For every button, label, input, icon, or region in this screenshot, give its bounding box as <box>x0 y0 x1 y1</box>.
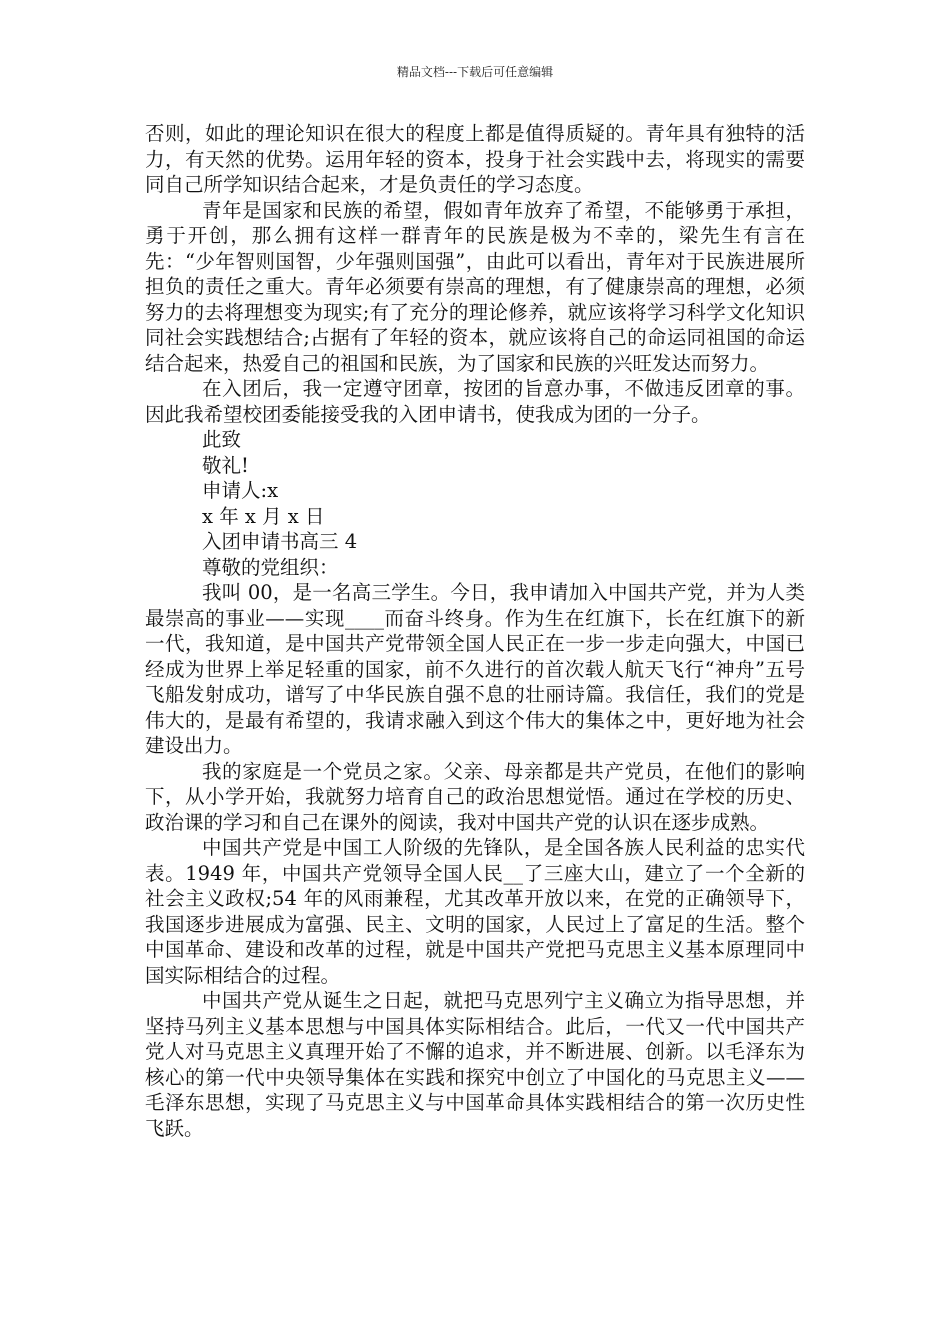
applicant-signature: 申请人:x <box>202 479 279 502</box>
paragraph-continuation: 否则，如此的理论知识在很大的程度上都是值得质疑的。青年具有独特的活力，有天然的优势。运用年轻的资本，投身于社会实践中去，将现实的需要同自己所学知识结合起来，才是负责任的学习态度。 <box>145 122 805 196</box>
paragraph-family: 我的家庭是一个党员之家。父亲、母亲都是共产党员，在他们的影响下，从小学开始，我就努力培育自己的政治思想觉悟。通过在学校的历史、政治课的学习和自己在课外的阅读，我对中国共产党的认识在逐步成熟。 <box>145 759 805 834</box>
signature-date: x 年 x 月 x 日 <box>202 504 325 528</box>
paragraph-youth-hope: 青年是国家和民族的希望，假如青年放弃了希望，不能够勇于承担，勇于开创，那么拥有这样一群青年的民族是极为不幸的，梁先生有言在先：“少年智则国智，少年强则国强”，由此可以看出，青年对于民族进展所担负的责任之重大。青年必须要有崇高的理想，有了健康崇高的理想，必须努力的去将理想变为现实;有了充分的理论修养，就应该将学习科学文化知识同社会实践想结合;占据有了年轻的资本，就应该将自己的命运同祖国的命运结合起来，热爱自己的祖国和民族，为了国家和民族的兴旺发达而努力。 <box>145 198 805 375</box>
closing-salutation: 此致 <box>202 428 242 451</box>
document-body <box>145 121 805 1141</box>
letter-greeting: 尊敬的党组织： <box>202 555 339 579</box>
closing-regards: 敬礼! <box>202 453 249 477</box>
paragraph-party-history: 中国共产党是中国工人阶级的先锋队，是全国各族人民利益的忠实代表。1949 年，中国共产党领导全国人民__了三座大山，建立了一个全新的社会主义政权;54 年的风雨兼程，尤其改革开放以来，在党的正确领导下，我国逐步进展成为富强、民主、文明的国家，人民过上了富足的生活。整个中国革命、建设和改革的过程，就是中国共产党把马克思主义基本原理同中国实际相结合的过程。 <box>145 836 805 987</box>
paragraph-league-pledge: 在入团后，我一定遵守团章，按团的旨意办事，不做违反团章的事。因此我希望校团委能接受我的入团申请书，使我成为团的一分子。 <box>145 377 805 426</box>
section-title: 入团申请书高三 4 <box>202 530 358 553</box>
paragraph-guiding-thought: 中国共产党从诞生之日起，就把马克思列宁主义确立为指导思想，并坚持马列主义基本思想与中国具体实际相结合。此后，一代又一代中国共产党人对马克思主义真理开始了不懈的追求，并不断进展、创新。以毛泽东为核心的第一代中央领导集体在实践和探究中创立了中国化的马克思主义——毛泽东思想，实现了马克思主义与中国革命具体实践相结合的第一次历史性飞跃。 <box>145 989 805 1140</box>
paragraph-introduction: 我叫 00，是一名高三学生。今日，我申请加入中国共产党，并为人类最崇高的事业——实现____而奋斗终身。作为生在红旗下，长在红旗下的新一代，我知道，是中国共产党带领全国人民正在一步一步走向强大，中国已经成为世界上举足轻重的国家，前不久进行的首次载人航天飞行“神舟”五号飞船发射成功，谱写了中华民族自强不息的壮丽诗篇。我信任，我们的党是伟大的，是最有希望的，我请求融入到这个伟大的集体之中，更好地为社会建设出力。 <box>145 581 805 757</box>
page-header: 精品文档---下载后可任意编辑 <box>396 65 554 79</box>
